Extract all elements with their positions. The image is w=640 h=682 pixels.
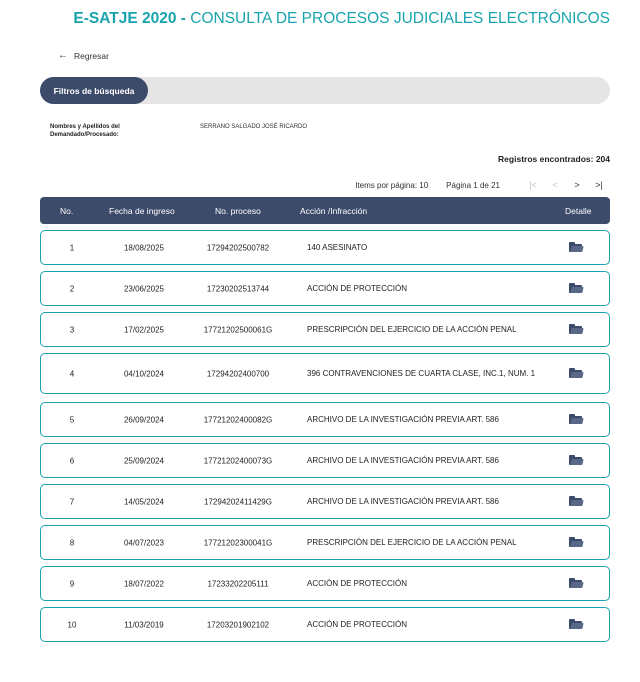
page-info: Página 1 de 21 bbox=[446, 180, 500, 190]
cell-action: ARCHIVO DE LA INVESTIGACIÓN PREVIA ART. 586 bbox=[307, 496, 499, 506]
cell-no: 1 bbox=[69, 243, 75, 252]
cell-no: 2 bbox=[69, 284, 75, 293]
cell-action: PRESCRIPCIÓN DEL EJERCICIO DE LA ACCIÓN PENAL bbox=[307, 537, 517, 547]
table-header bbox=[40, 197, 610, 224]
cell-action: ARCHIVO DE LA INVESTIGACIÓN PREVIA ART. 586 bbox=[307, 414, 499, 424]
header-process: No. proceso bbox=[215, 206, 261, 216]
cell-action: ARCHIVO DE LA INVESTIGACIÓN PREVIA ART. 586 bbox=[307, 455, 499, 465]
cell-action: ACCIÓN DE PROTECCIÓN bbox=[307, 578, 408, 588]
header-no: No. bbox=[60, 206, 74, 216]
header-detail: Detalle bbox=[565, 206, 592, 216]
cell-date: 17/02/2025 bbox=[123, 325, 165, 334]
cell-action: 140 ASESINATO bbox=[307, 242, 368, 252]
cell-no: 10 bbox=[67, 620, 77, 629]
cell-no: 9 bbox=[69, 579, 75, 588]
folder-icon[interactable] bbox=[569, 324, 585, 336]
party-label: Nombres y Apellidos del Demandado/Procesado: bbox=[50, 124, 120, 138]
cell-process: 17294202411429G bbox=[204, 497, 272, 506]
cell-date: 18/07/2022 bbox=[123, 579, 165, 588]
folder-icon[interactable] bbox=[569, 368, 585, 380]
cell-no: 3 bbox=[69, 325, 75, 334]
cell-no: 5 bbox=[69, 415, 75, 424]
cell-date: 11/03/2019 bbox=[124, 620, 164, 629]
cell-action: ACCIÓN DE PROTECCIÓN bbox=[307, 619, 408, 629]
table-row bbox=[40, 312, 610, 347]
paginator bbox=[355, 180, 610, 190]
page-title bbox=[73, 10, 610, 28]
last-page-button[interactable]: >| bbox=[595, 180, 603, 190]
table-row bbox=[40, 230, 610, 265]
cell-no: 7 bbox=[69, 497, 75, 506]
cell-no: 8 bbox=[69, 538, 75, 547]
table-row bbox=[40, 353, 610, 394]
page-subtitle: CONSULTA DE PROCESOS JUDICIALES ELECTRÓNICOS bbox=[190, 10, 610, 27]
folder-icon[interactable] bbox=[569, 455, 585, 467]
table-row bbox=[40, 402, 610, 437]
cell-date: 25/09/2024 bbox=[123, 456, 165, 465]
folder-icon[interactable] bbox=[569, 578, 585, 590]
folder-icon[interactable] bbox=[569, 537, 585, 549]
cell-date: 26/09/2024 bbox=[123, 415, 165, 424]
table-row bbox=[40, 484, 610, 519]
back-link[interactable] bbox=[58, 50, 109, 61]
table-row bbox=[40, 525, 610, 560]
table-row bbox=[40, 443, 610, 478]
cell-date: 23/06/2025 bbox=[123, 284, 165, 293]
cell-process: 17233202205111 bbox=[207, 579, 269, 588]
cell-process: 17294202500782 bbox=[206, 243, 270, 252]
back-label: Regresar bbox=[74, 50, 109, 61]
cell-process: 17294202400700 bbox=[206, 369, 270, 378]
folder-icon[interactable] bbox=[569, 414, 585, 426]
table-row bbox=[40, 566, 610, 601]
cell-process: 17721202300041G bbox=[203, 538, 273, 547]
cell-no: 4 bbox=[69, 369, 75, 378]
table-row bbox=[40, 271, 610, 306]
party-value: SERRANO SALGADO JOSÉ RICARDO bbox=[200, 124, 308, 130]
first-page-button[interactable]: |< bbox=[529, 180, 537, 190]
header-action: Acción /Infracción bbox=[300, 206, 368, 216]
items-per-page[interactable]: Items por página: 10 bbox=[355, 180, 429, 190]
cell-process: 17721202400082G bbox=[203, 415, 273, 424]
folder-icon[interactable] bbox=[569, 283, 585, 295]
cell-action: PRESCRIPCIÓN DEL EJERCICIO DE LA ACCIÓN PENAL bbox=[307, 324, 517, 334]
folder-icon[interactable] bbox=[569, 619, 585, 631]
cell-process: 17203201902102 bbox=[206, 620, 270, 629]
filter-tab[interactable]: Filtros de búsqueda bbox=[40, 77, 148, 104]
cell-date: 04/07/2023 bbox=[123, 538, 165, 547]
brand-title: E-SATJE 2020 - bbox=[73, 10, 191, 27]
filter-bar bbox=[40, 77, 610, 104]
folder-icon[interactable] bbox=[569, 496, 585, 508]
cell-process: 17230202513744 bbox=[206, 284, 270, 293]
next-page-button[interactable]: > bbox=[574, 180, 580, 190]
records-count: Registros encontrados: 204 bbox=[498, 154, 610, 164]
arrow-left-icon: ← bbox=[58, 50, 68, 61]
cell-action: 396 CONTRAVENCIONES DE CUARTA CLASE, INC.1, NUM. 1 bbox=[307, 368, 536, 378]
cell-date: 14/05/2024 bbox=[123, 497, 165, 506]
cell-process: 17721202500061G bbox=[203, 325, 273, 334]
header-date: Fecha de ingreso bbox=[109, 206, 175, 216]
prev-page-button[interactable]: < bbox=[552, 180, 558, 190]
folder-icon[interactable] bbox=[569, 242, 585, 254]
cell-date: 18/08/2025 bbox=[123, 243, 165, 252]
table-row bbox=[40, 607, 610, 642]
cell-action: ACCIÓN DE PROTECCIÓN bbox=[307, 283, 408, 293]
cell-date: 04/10/2024 bbox=[123, 369, 165, 378]
cell-no: 6 bbox=[69, 456, 75, 465]
cell-process: 17721202400073G bbox=[203, 456, 273, 465]
